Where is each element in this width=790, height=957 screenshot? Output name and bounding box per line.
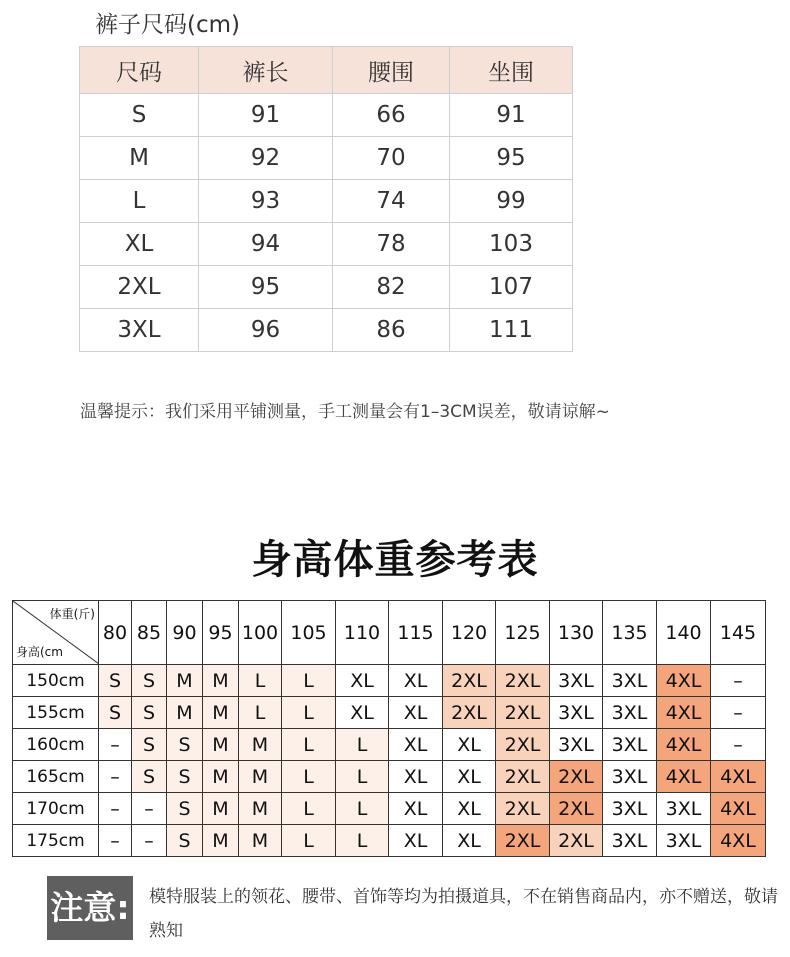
- size-cell: M: [203, 825, 239, 857]
- size-cell: 2XL: [550, 761, 603, 793]
- pants-table-row: [80, 266, 573, 309]
- size-cell: M: [203, 793, 239, 825]
- pants-table-cell: 107: [450, 266, 573, 309]
- size-cell: 3XL: [657, 793, 711, 825]
- size-cell: 2XL: [496, 825, 550, 857]
- pants-table-cell: 95: [450, 137, 573, 180]
- weight-header-cell: 100: [239, 601, 282, 665]
- notice-badge: 注意:: [47, 876, 133, 940]
- pants-table-cell: 74: [333, 180, 450, 223]
- size-cell: 2XL: [496, 697, 550, 729]
- pants-header-size: 尺码: [80, 47, 199, 94]
- size-cell: M: [167, 665, 203, 697]
- pants-table-row: [80, 309, 573, 352]
- pants-table-cell: 95: [199, 266, 333, 309]
- size-cell: 2XL: [550, 793, 603, 825]
- size-cell: XL: [443, 729, 496, 761]
- pants-table-cell: 78: [333, 223, 450, 266]
- size-cell: XL: [389, 793, 443, 825]
- size-cell: S: [99, 665, 132, 697]
- size-cell: L: [282, 665, 336, 697]
- size-cell: L: [282, 825, 336, 857]
- size-cell: 3XL: [603, 665, 657, 697]
- size-cell: 2XL: [496, 761, 550, 793]
- weight-header-cell: 90: [167, 601, 203, 665]
- size-cell: 4XL: [657, 729, 711, 761]
- size-cell: L: [239, 665, 282, 697]
- pants-header-waist: 腰围: [333, 47, 450, 94]
- size-cell: 3XL: [550, 729, 603, 761]
- height-row: [13, 825, 766, 857]
- size-cell: M: [203, 729, 239, 761]
- pants-table-cell: 103: [450, 223, 573, 266]
- weight-header-cell: 85: [132, 601, 167, 665]
- size-cell: M: [203, 761, 239, 793]
- size-cell: XL: [389, 761, 443, 793]
- weight-header-cell: 95: [203, 601, 239, 665]
- height-row: [13, 793, 766, 825]
- pants-table-cell: 2XL: [80, 266, 199, 309]
- size-cell: L: [282, 761, 336, 793]
- pants-table-cell: 93: [199, 180, 333, 223]
- size-cell: 2XL: [496, 729, 550, 761]
- size-cell: M: [239, 761, 282, 793]
- size-cell: S: [167, 825, 203, 857]
- size-cell: 2XL: [496, 665, 550, 697]
- size-cell: S: [132, 697, 167, 729]
- pants-table-row: [80, 223, 573, 266]
- reference-table-title: 身高体重参考表: [251, 537, 539, 583]
- pants-table-row: [80, 94, 573, 137]
- size-cell: –: [99, 793, 132, 825]
- weight-header-cell: 105: [282, 601, 336, 665]
- height-row: [13, 665, 766, 697]
- size-cell: 3XL: [603, 729, 657, 761]
- size-cell: 3XL: [550, 697, 603, 729]
- size-cell: S: [167, 729, 203, 761]
- size-cell: 2XL: [496, 793, 550, 825]
- size-cell: XL: [389, 729, 443, 761]
- height-label-cell: 160cm: [13, 729, 99, 761]
- size-cell: S: [132, 729, 167, 761]
- size-cell: 3XL: [603, 793, 657, 825]
- height-row: [13, 729, 766, 761]
- size-cell: L: [239, 697, 282, 729]
- size-cell: –: [132, 793, 167, 825]
- height-label-cell: 175cm: [13, 825, 99, 857]
- size-cell: 4XL: [657, 761, 711, 793]
- weight-header-cell: 125: [496, 601, 550, 665]
- weight-header-cell: 130: [550, 601, 603, 665]
- pants-table-cell: 82: [333, 266, 450, 309]
- weight-axis-label: 体重(斤): [49, 607, 95, 621]
- size-cell: 4XL: [657, 697, 711, 729]
- size-cell: L: [336, 729, 389, 761]
- pants-table-cell: 86: [333, 309, 450, 352]
- pants-table-cell: 66: [333, 94, 450, 137]
- size-cell: 4XL: [711, 825, 766, 857]
- pants-table-cell: L: [80, 180, 199, 223]
- size-cell: 2XL: [443, 697, 496, 729]
- size-cell: 3XL: [603, 761, 657, 793]
- size-cell: S: [99, 697, 132, 729]
- weight-header-cell: 140: [657, 601, 711, 665]
- pants-table-cell: 70: [333, 137, 450, 180]
- size-cell: M: [239, 825, 282, 857]
- size-cell: XL: [336, 697, 389, 729]
- notice-text: 模特服装上的领花、腰带、首饰等均为拍摄道具，不在销售商品内，亦不赠送，敬请熟知: [149, 887, 778, 941]
- size-cell: 2XL: [550, 825, 603, 857]
- weight-header-cell: 135: [603, 601, 657, 665]
- size-cell: XL: [389, 825, 443, 857]
- pants-table-cell: 3XL: [80, 309, 199, 352]
- pants-table-cell: 94: [199, 223, 333, 266]
- size-cell: M: [203, 697, 239, 729]
- pants-table-cell: S: [80, 94, 199, 137]
- weight-header-cell: 115: [389, 601, 443, 665]
- size-cell: M: [167, 697, 203, 729]
- size-cell: S: [167, 793, 203, 825]
- pants-table-cell: 91: [450, 94, 573, 137]
- pants-header-hip: 坐围: [450, 47, 573, 94]
- size-cell: L: [282, 729, 336, 761]
- pants-table-cell: 96: [199, 309, 333, 352]
- size-cell: M: [239, 729, 282, 761]
- height-label-cell: 155cm: [13, 697, 99, 729]
- size-cell: XL: [443, 793, 496, 825]
- size-cell: –: [132, 825, 167, 857]
- pants-table-cell: M: [80, 137, 199, 180]
- size-cell: –: [711, 729, 766, 761]
- height-weight-table: [12, 600, 766, 857]
- height-axis-label: 身高(cm: [16, 645, 63, 659]
- size-cell: 3XL: [603, 697, 657, 729]
- weight-header-cell: 80: [99, 601, 132, 665]
- size-cell: –: [99, 825, 132, 857]
- size-cell: L: [282, 793, 336, 825]
- height-row: [13, 697, 766, 729]
- size-cell: L: [282, 697, 336, 729]
- size-cell: M: [239, 793, 282, 825]
- size-cell: 2XL: [443, 665, 496, 697]
- size-cell: S: [167, 761, 203, 793]
- size-cell: 4XL: [711, 793, 766, 825]
- pants-header-length: 裤长: [199, 47, 333, 94]
- size-cell: M: [203, 665, 239, 697]
- weight-header-cell: 110: [336, 601, 389, 665]
- pants-table-cell: 91: [199, 94, 333, 137]
- weight-header-row: [13, 601, 766, 665]
- size-cell: XL: [336, 665, 389, 697]
- size-cell: 4XL: [711, 761, 766, 793]
- size-cell: L: [336, 761, 389, 793]
- size-cell: 4XL: [657, 665, 711, 697]
- size-cell: XL: [443, 825, 496, 857]
- height-row: [13, 761, 766, 793]
- size-cell: 3XL: [657, 825, 711, 857]
- size-cell: 3XL: [550, 665, 603, 697]
- size-cell: S: [132, 761, 167, 793]
- size-cell: XL: [389, 665, 443, 697]
- measurement-note: 温馨提示：我们采用平铺测量，手工测量会有1–3CM误差，敬请谅解~: [80, 402, 610, 422]
- pants-table-cell: 99: [450, 180, 573, 223]
- size-cell: –: [99, 761, 132, 793]
- pants-size-table: [79, 46, 573, 352]
- size-cell: –: [99, 729, 132, 761]
- size-cell: –: [711, 665, 766, 697]
- size-cell: L: [336, 825, 389, 857]
- size-cell: 3XL: [603, 825, 657, 857]
- weight-header-cell: 145: [711, 601, 766, 665]
- pants-size-title: 裤子尺码(cm): [95, 12, 240, 38]
- size-cell: XL: [389, 697, 443, 729]
- size-cell: S: [132, 665, 167, 697]
- size-cell: –: [711, 697, 766, 729]
- pants-table-cell: 111: [450, 309, 573, 352]
- pants-table-cell: XL: [80, 223, 199, 266]
- height-label-cell: 170cm: [13, 793, 99, 825]
- height-label-cell: 165cm: [13, 761, 99, 793]
- weight-header-cell: 120: [443, 601, 496, 665]
- pants-table-cell: 92: [199, 137, 333, 180]
- pants-table-row: [80, 180, 573, 223]
- pants-table-header-row: [80, 47, 573, 94]
- size-cell: L: [336, 793, 389, 825]
- size-cell: XL: [443, 761, 496, 793]
- height-label-cell: 150cm: [13, 665, 99, 697]
- table-corner-cell: [13, 601, 99, 665]
- pants-table-row: [80, 137, 573, 180]
